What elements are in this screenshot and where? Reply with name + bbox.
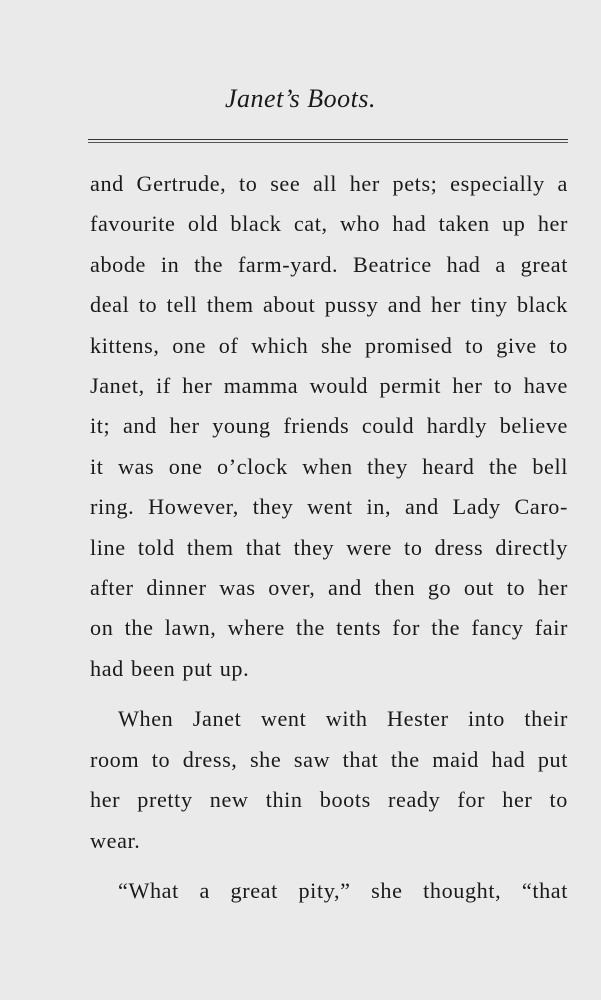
text-line: and Gertrude, to see all her pets; especially a xyxy=(90,171,568,196)
text-line: ring. However, they went in, and Lady Caro- xyxy=(90,494,568,520)
text-line: abode in the farm-yard. Beatrice had a great xyxy=(90,251,568,277)
text-line: her pretty new thin boots ready for her to xyxy=(90,787,568,813)
text-line: room to dress, she saw that the maid had put xyxy=(90,746,568,772)
text-line: kittens, one of which she promised to give to xyxy=(90,332,568,358)
text-line: deal to tell them about pussy and her tiny black xyxy=(90,292,568,318)
text-line: “What a great pity,” she thought, “that xyxy=(118,877,568,903)
text-line: line told them that they were to dress directly xyxy=(90,534,568,560)
text-line: Janet, if her mamma would permit her to have xyxy=(90,373,568,399)
running-title: Janet’s Boots. xyxy=(225,84,376,113)
paragraph-gap xyxy=(90,861,568,871)
text-line: had been put up. xyxy=(90,655,250,681)
text-line: favourite old black cat, who had taken up her xyxy=(90,211,568,237)
text-line: on the lawn, where the tents for the fancy fair xyxy=(90,615,568,641)
text-line: it; and her young friends could hardly believe xyxy=(90,413,568,439)
text-line: When Janet went with Hester into their xyxy=(118,706,568,732)
paragraph xyxy=(90,699,568,861)
paragraph xyxy=(90,871,568,911)
paragraph-gap xyxy=(90,689,568,699)
paragraph xyxy=(90,164,568,689)
header-rule xyxy=(88,139,568,140)
text-line: after dinner was over, and then go out to her xyxy=(90,575,568,601)
text-line: it was one o’clock when they heard the bell xyxy=(90,453,568,479)
body-text xyxy=(90,164,568,911)
text-line: wear. xyxy=(90,827,141,853)
